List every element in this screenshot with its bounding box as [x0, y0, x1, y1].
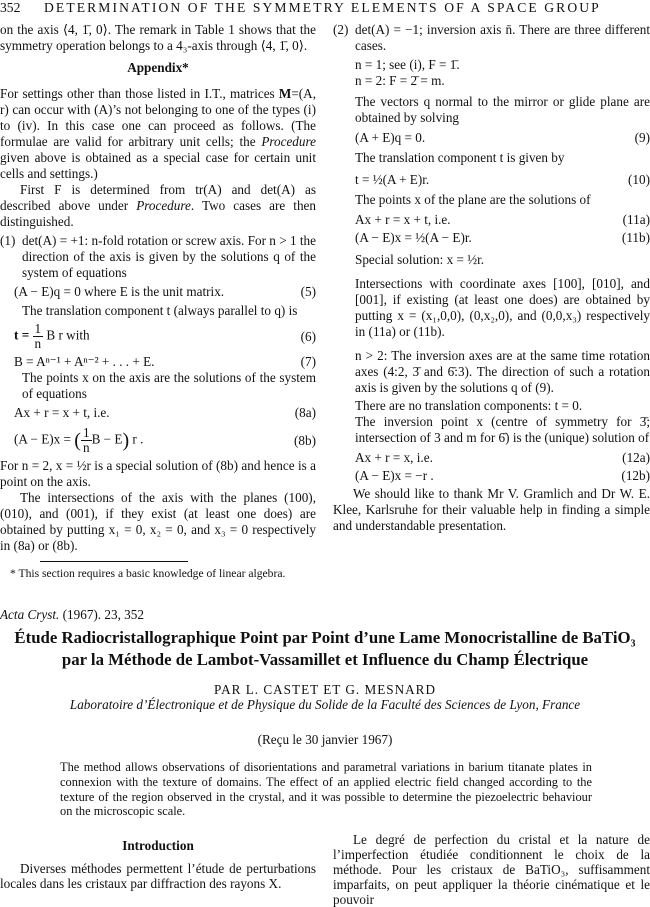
paragraph-intersections: The intersections of the axis with the planes (100), (010), and (001), if they exist (at least one does) are obtained by putting x₁ = 0, x₂ = 0, and x₃ = 0 respectively in (8a) or (8b).: [0, 490, 316, 553]
authors: PAR L. CASTET ET G. MESNARD: [213, 682, 437, 697]
paragraph-axis-remark: on the axis ⟨4, 1̄, 0⟩. The remark in Table 1 shows that the symmetry operation belongs to a 4₃-axis through ⟨4, 1̄, 0⟩.: [0, 22, 316, 53]
equation-12a: Ax + r = x, i.e. (12a): [355, 450, 650, 465]
affiliation: Laboratoire d’Électronique et de Physique du Solide de la Faculté des Sciences de Lyon, France: [69, 697, 581, 712]
paragraph-n2: For n = 2, x = ½r is a special solution of (8b) and hence is a point on the axis.: [0, 458, 316, 489]
case-1-label: (1): [0, 233, 16, 248]
equation-9: (A + E)q = 0. (9): [355, 130, 650, 145]
case-2: [333, 22, 650, 484]
article-title: Étude Radiocristallographique Point par Point d’une Lame Monocristalline de BaTiO₃ par la Méthode de Lambot-Vassamillet et Influence du Champ Électrique: [14, 628, 636, 669]
left-column: [0, 22, 316, 582]
abstract: The method allows observations of disorientations and parametral variations in barium titanate plates in connexion with the texture of domains. The effect of an applied electric field changed according to the texture of the region observed in the crystal, and it was possible to determine the piezoelectric behaviour on the microscopic scale.: [60, 760, 592, 819]
citation: Acta Cryst. (1967). 23, 352: [0, 607, 144, 622]
equation-12b: (A − E)x = −r . (12b): [355, 468, 650, 483]
acknowledgement: We should like to thank Mr V. Gramlich and Dr W. E. Klee, Karlsruhe for their valuable help in finding a simple and understandable presentation.: [333, 486, 650, 533]
paragraph-n-greater-2: n > 2: The inversion axes are at the same time rotation axes (4:2, 3̄ and 6̄:3). The direction of such a rotation axis is given by the solutions q of (9).: [355, 348, 650, 395]
running-title: DETERMINATION OF THE SYMMETRY ELEMENTS OF A SPACE GROUP: [44, 0, 601, 15]
paragraph-settings: For settings other than those listed in I.T., matrices M=(A, r) can occur with (A)’s not belonging to one of the types (i) to (iv). In this case one can proceed as follows. (The formulae are valid for arbitrary unit cells; the Procedure given above is obtained as a special case for certain unit cells and settings.): [0, 86, 316, 181]
paragraph-intersections-axes: Intersections with coordinate axes [100], [010], and [001], if existing (at least one does) are obtained by putting x = (x₁,0,0), (0,x₂,0), and (0,0,x₃) respectively in (11a) or (11b).: [355, 276, 650, 339]
case-1-text: det(A) = +1: n-fold rotation or screw axis. For n > 1 the direction of the axis is given by the solutions q of the system of equations: [22, 233, 316, 280]
equation-5: (A − E)q = 0 where E is the unit matrix. (5): [14, 284, 316, 299]
equation-11b: (A − E)x = ½(A − E)r. (11b): [355, 230, 650, 245]
case-2-label: (2): [333, 22, 349, 37]
paragraph-no-translation: There are no translation components: t = 0.: [355, 398, 583, 413]
page-number: 352: [0, 0, 21, 15]
equation-7: B = Aⁿ⁻¹ + Aⁿ⁻² + . . . + E. (7): [14, 354, 316, 369]
introduction-text-right: Le degré de perfection du cristal et la nature de l’imperfection étudiée conditionnent le choix de la méthode. Pour les cristaux de BaTiO₃, suffisamment imparfaits, on peut appliquer la théorie cinématique et le pouvoir: [333, 832, 650, 907]
received-date: (Reçu le 30 janvier 1967): [257, 732, 393, 747]
equation-8b: (A − E)x = ( $\frac{1}{n}$ B − E) r . (8b): [14, 425, 316, 455]
paragraph-trans: The translation component t is given by: [355, 150, 565, 165]
appendix-heading: Appendix*: [127, 60, 189, 75]
equation-10: t = ½(A + E)r. (10): [355, 172, 650, 187]
case-n1: n = 1; see (i), F = 1̄.: [355, 57, 460, 72]
right-column: [333, 22, 650, 534]
footnote: * This section requires a basic knowledge of linear algebra.: [10, 567, 286, 580]
paragraph-first: First F is determined from tr(A) and det(A) as described above under Procedure. Two cases are then distinguished.: [0, 182, 316, 229]
case-2-text: det(A) = −1; inversion axis n̄. There are three different cases.: [355, 22, 650, 53]
special-solution: Special solution: x = ½r.: [355, 252, 485, 267]
footnote-rule: [40, 561, 188, 562]
paragraph-inversion-point: The inversion point x (centre of symmetry for 3̄; intersection of 3 and m for 6̄) is the (unique) solution of: [355, 414, 650, 445]
case-n2: n = 2: F = 2̄ = m.: [355, 73, 445, 88]
paragraph-translation: The translation component t (always parallel to q) is: [22, 303, 298, 318]
equation-8a: Ax + r = x + t, i.e. (8a): [14, 405, 316, 420]
equation-11a: Ax + r = x + t, i.e. (11a): [355, 212, 650, 227]
equation-6: t = $\frac{1}{n}$ B r with (6): [14, 321, 316, 351]
introduction-right: [333, 832, 650, 907]
introduction-text-left: Diverses méthodes permettent l’étude de perturbations locales dans les cristaux par diffraction des rayons X.: [0, 861, 316, 891]
paragraph-plane: The points x of the plane are the solutions of: [355, 192, 591, 207]
running-header: [0, 0, 650, 22]
case-1: [0, 233, 316, 455]
introduction-left: [0, 838, 316, 891]
paragraph-vectors: The vectors q normal to the mirror or glide plane are obtained by solving: [355, 94, 650, 125]
paragraph-points: The points x on the axis are the solutions of the system of equations: [22, 370, 316, 401]
introduction-heading: Introduction: [122, 838, 194, 853]
